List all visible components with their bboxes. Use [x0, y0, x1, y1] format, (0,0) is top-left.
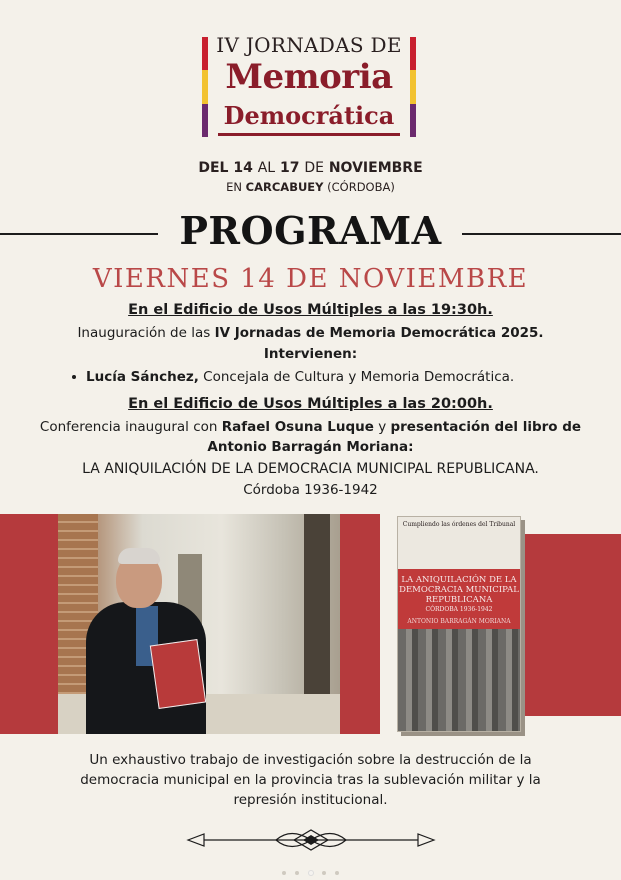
red-band-middle	[340, 514, 380, 734]
logo-underline	[218, 133, 400, 136]
ornament-divider-icon	[186, 825, 436, 855]
pager-dot[interactable]	[282, 871, 286, 875]
book-subtitle: Córdoba 1936-1942	[243, 482, 378, 498]
bullet-icon	[72, 375, 76, 379]
logo-line-3: Democrática	[223, 101, 395, 130]
author-photo	[58, 514, 340, 734]
book-cover	[397, 516, 521, 732]
pager-dot[interactable]	[295, 871, 299, 875]
book-cover-title: LA ANIQUILACIÓN DE LA DEMOCRACIA MUNICIPAL REPUBLICANA CÓRDOBA 1936-1942 ANTONIO BARRAGÁN MORIANA	[398, 569, 520, 629]
carousel-pager[interactable]	[0, 860, 621, 879]
session1-intervienen: Intervienen:	[263, 346, 358, 362]
session2-line1: Conferencia inaugural con Rafael Osuna Luque y presentación del libro de	[39, 419, 582, 435]
day-heading: VIERNES 14 DE NOVIEMBRE	[92, 264, 529, 294]
event-logo	[196, 33, 422, 143]
pager-dot[interactable]	[335, 871, 339, 875]
red-band-left	[0, 514, 58, 734]
session1-description: Inauguración de las IV Jornadas de Memoria Democrática 2025.	[77, 325, 544, 341]
pager-dot[interactable]	[322, 871, 326, 875]
event-place: EN CARCABUEY (CÓRDOBA)	[226, 180, 395, 194]
book-cover-photo	[398, 629, 520, 731]
session1-speaker: Lucía Sánchez, Concejala de Cultura y Memoria Democrática.	[72, 368, 572, 386]
event-dates: DEL 14 AL 17 DE NOVIEMBRE	[198, 160, 423, 176]
session2-line2: Antonio Barragán Moriana:	[207, 439, 414, 455]
session2-venue: En el Edificio de Usos Múltiples a las 20:00h.	[128, 396, 493, 412]
book-title: LA ANIQUILACIÓN DE LA DEMOCRACIA MUNICIPAL REPUBLICANA.	[82, 461, 539, 477]
page-title: PROGRAMA	[179, 208, 442, 253]
book-description: Un exhaustivo trabajo de investigación sobre la destrucción de la democracia municipal en la provincia tras la sublevación militar y la represión institucional.	[80, 752, 541, 808]
session1-venue: En el Edificio de Usos Múltiples a las 19:30h.	[128, 302, 493, 318]
logo-line-2: Memoria	[225, 57, 393, 97]
pager-dot-active[interactable]	[309, 871, 313, 875]
red-band-right	[516, 534, 621, 716]
logo-line-1: IV JORNADAS DE	[216, 33, 402, 57]
book-cover-top: Cumpliendo las órdenes del Tribunal	[398, 517, 520, 573]
